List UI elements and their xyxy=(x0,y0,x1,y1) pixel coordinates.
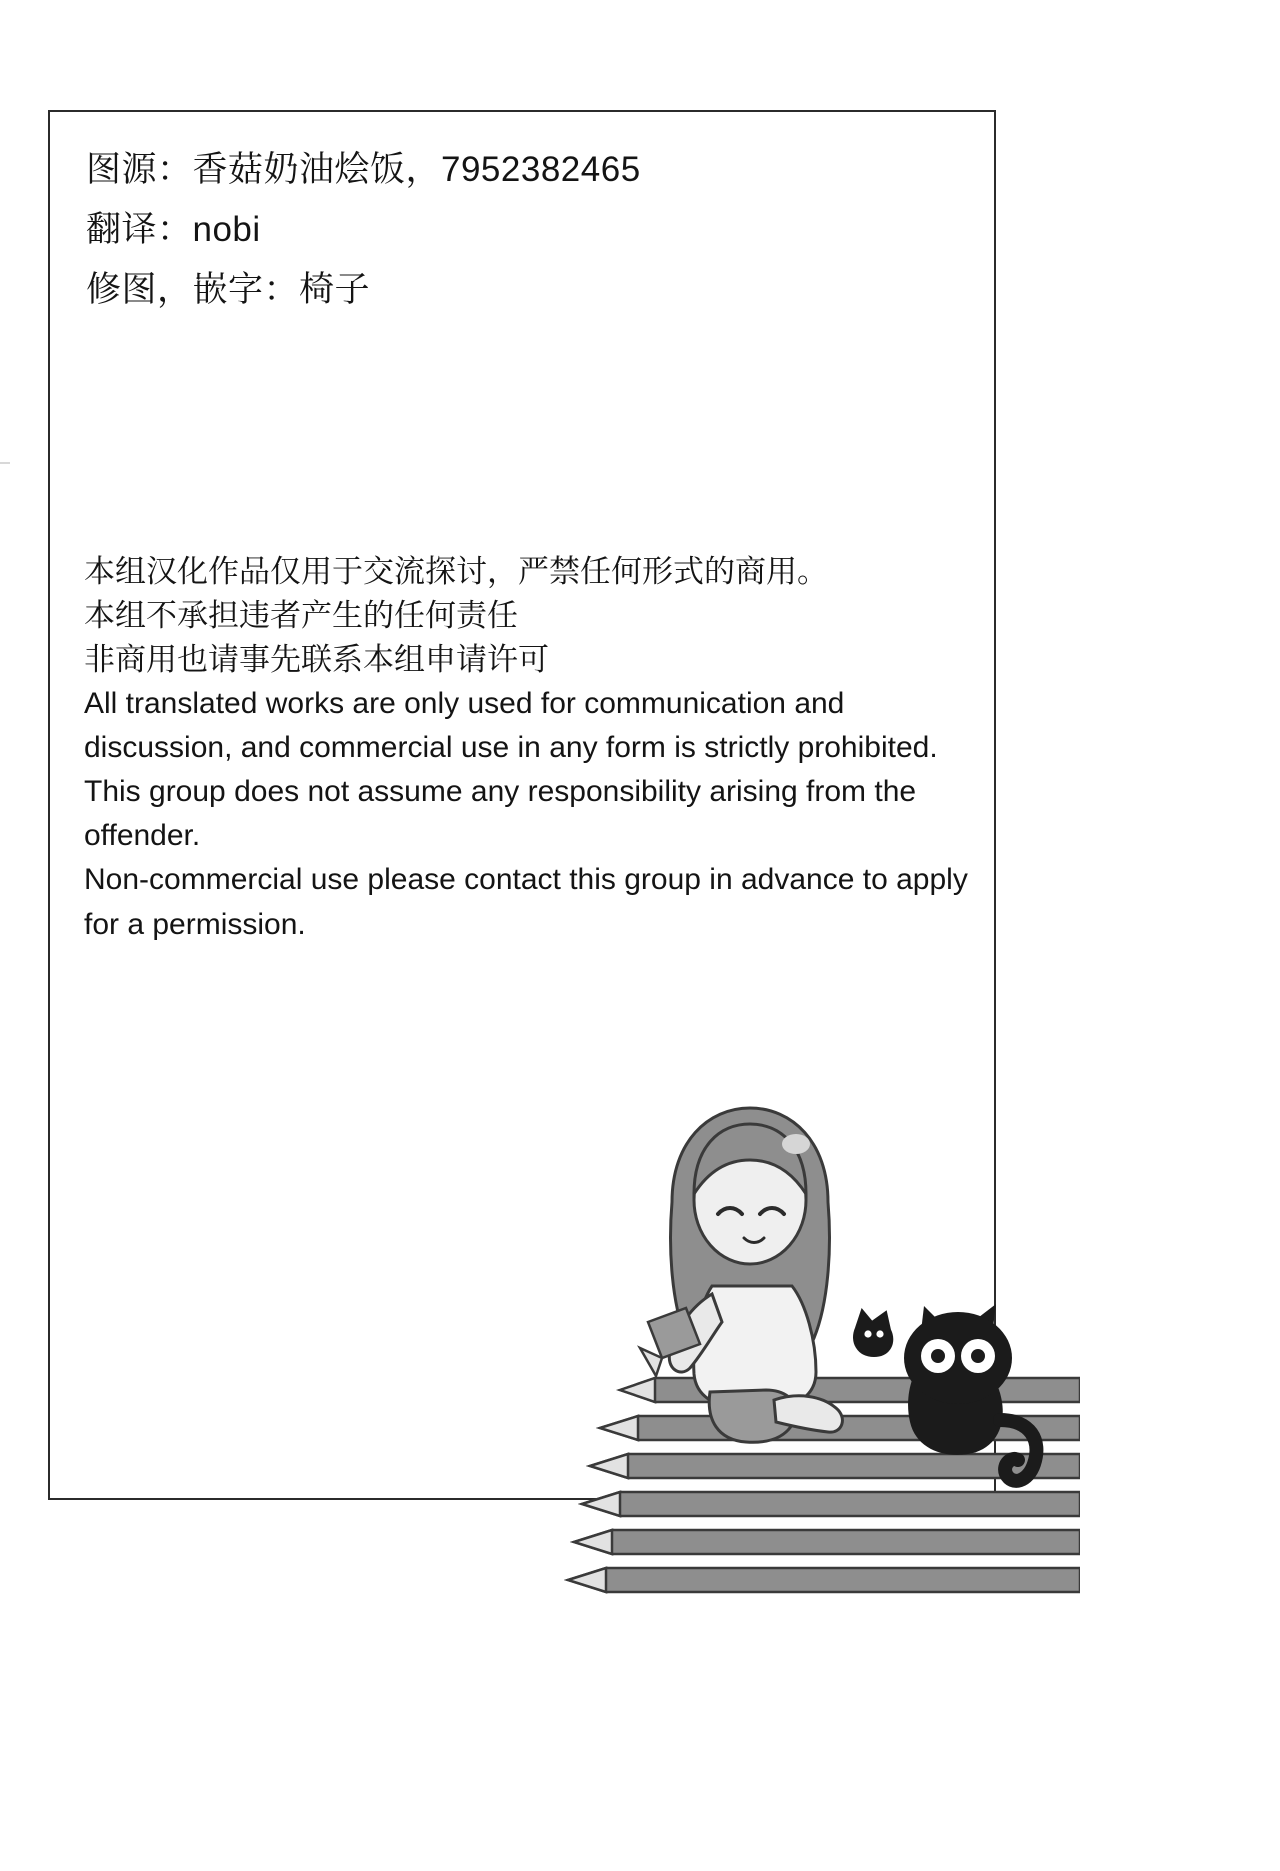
notice-chinese-line-3: 非商用也请事先联系本组申请许可 xyxy=(84,642,549,678)
illustration-girl-with-cat-on-pencils xyxy=(560,1090,1080,1610)
notice-english-line-1: All translated works are only used for communication and discussion, and commercial use in any form is strictly prohibited. xyxy=(84,687,938,765)
small-black-cat-head xyxy=(854,1310,892,1356)
notice-chinese-line-1: 本组汉化作品仅用于交流探讨，严禁任何形式的商用。 xyxy=(84,554,828,589)
usage-notice-block xyxy=(84,550,974,947)
credit-line-translator: 翻译：nobi xyxy=(86,210,261,250)
credit-line-typesetter: 修图，嵌字：椅子 xyxy=(86,270,371,310)
credit-line-source: 图源：香菇奶油烩饭，7952382465 xyxy=(86,150,641,189)
credits-block xyxy=(86,140,966,321)
scan-edge-mark xyxy=(0,462,10,464)
notice-english-line-3: Non-commercial use please contact this group in advance to apply for a permission. xyxy=(84,863,968,941)
notice-english-line-2: This group does not assume any responsibility arising from the offender. xyxy=(84,775,917,853)
notice-chinese-line-2: 本组不承担违者产生的任何责任 xyxy=(84,598,518,634)
notice-english xyxy=(84,682,974,947)
